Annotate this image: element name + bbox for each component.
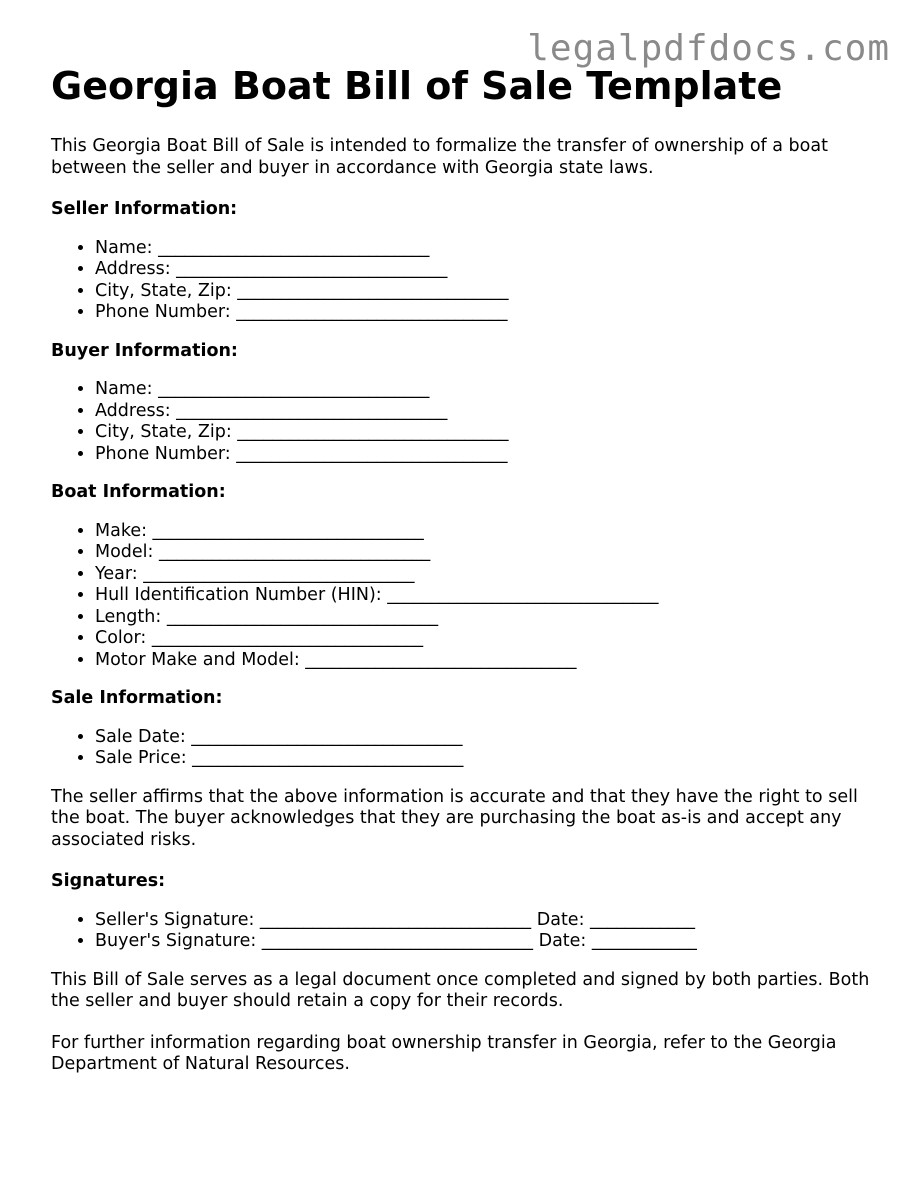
boat-color-field[interactable]: • Color: _______________________________	[95, 628, 881, 650]
intro-paragraph: This Georgia Boat Bill of Sale is intended to formalize the transfer of ownership of a boat between the seller and buyer in accordance with Georgia state laws.	[51, 136, 828, 178]
buyer-section-heading: Buyer Information:	[51, 340, 238, 361]
signatures-section-heading: Signatures:	[51, 871, 166, 891]
sale-date-field[interactable]: • Sale Date: _______________________________	[95, 727, 881, 749]
seller-phone-field[interactable]: • Phone Number: _______________________________	[95, 302, 881, 324]
seller-name-field[interactable]: • Name: _______________________________	[95, 238, 881, 260]
boat-motor-field[interactable]: • Motor Make and Model: _______________________________	[95, 650, 881, 672]
boat-make-field[interactable]: • Make: _______________________________	[95, 521, 881, 543]
boat-section-heading: Boat Information:	[51, 482, 226, 502]
affirmation-paragraph: The seller affirms that the above information is accurate and that they have the right to sell the boat. The buyer acknowledges that they are purchasing the boat as-is and accept any associated risks.	[51, 786, 858, 850]
seller-section-heading: Seller Information:	[51, 199, 238, 219]
boat-length-field[interactable]: • Length: _______________________________	[95, 607, 881, 629]
boat-hin-field[interactable]: • Hull Identification Number (HIN): _______________________________	[95, 585, 881, 607]
boat-model-field[interactable]: • Model: _______________________________	[95, 542, 881, 564]
legal-note-paragraph: This Bill of Sale serves as a legal document once completed and signed by both parties. Both the seller and buyer should retain a copy for their records.	[51, 969, 870, 1011]
sale-field-list	[51, 727, 881, 770]
seller-signature-field[interactable]: • Seller's Signature: _______________________________ Date: ____________	[95, 910, 881, 932]
sale-price-field[interactable]: • Sale Price: _______________________________	[95, 748, 881, 770]
signature-field-list	[51, 910, 881, 953]
buyer-phone-field[interactable]: • Phone Number: _______________________________	[95, 444, 881, 466]
buyer-address-field[interactable]: • Address: _______________________________	[95, 401, 881, 423]
further-info-paragraph: For further information regarding boat ownership transfer in Georgia, refer to the Georgia Department of Natural Resources.	[51, 1032, 837, 1074]
buyer-field-list	[51, 379, 881, 465]
seller-address-field[interactable]: • Address: _______________________________	[95, 259, 881, 281]
boat-year-field[interactable]: • Year: _______________________________	[95, 564, 881, 586]
boat-field-list	[51, 521, 881, 672]
seller-field-list	[51, 238, 881, 324]
buyer-signature-field[interactable]: • Buyer's Signature: _______________________________ Date: ____________	[95, 931, 881, 953]
document-page	[51, 62, 881, 1096]
buyer-city-state-zip-field[interactable]: • City, State, Zip: _______________________________	[95, 422, 881, 444]
sale-section-heading: Sale Information:	[51, 688, 223, 708]
page-title: Georgia Boat Bill of Sale Template	[51, 64, 783, 108]
buyer-name-field[interactable]: • Name: _______________________________	[95, 379, 881, 401]
watermark: legalpdfdocs.com	[527, 28, 890, 69]
seller-city-state-zip-field[interactable]: • City, State, Zip: _______________________________	[95, 281, 881, 303]
